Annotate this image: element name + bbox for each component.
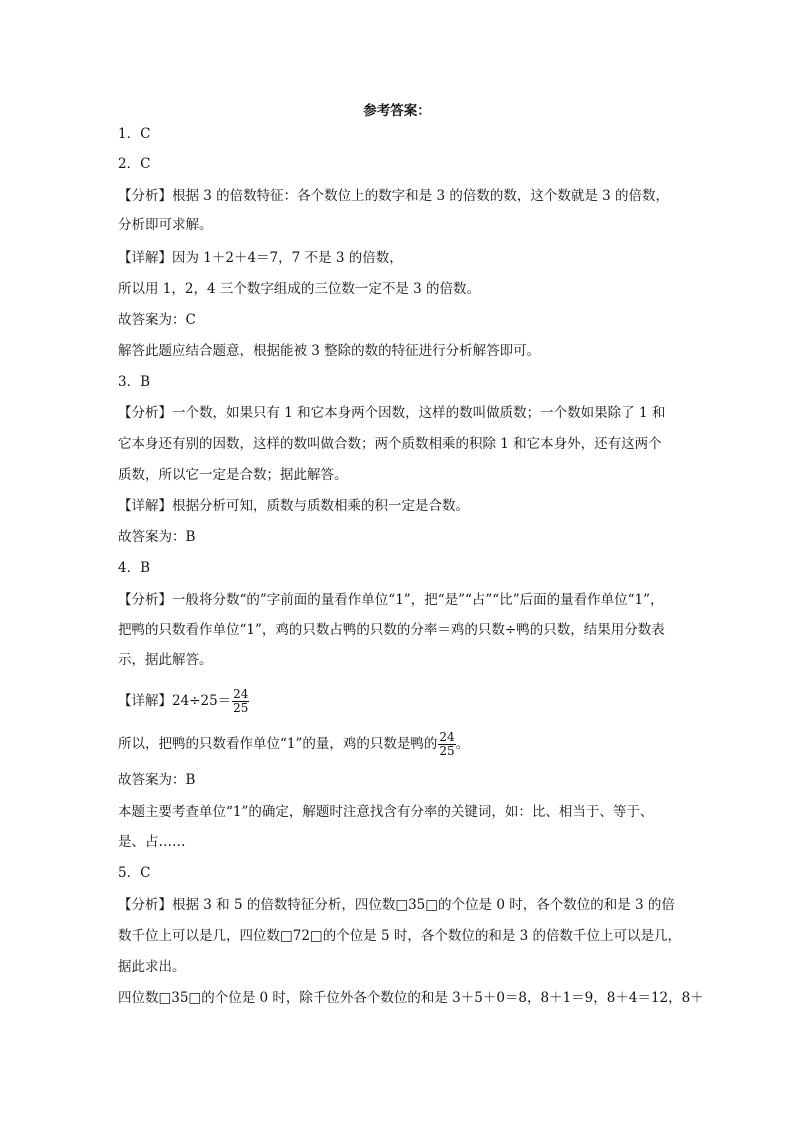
answer-2-note: 解答此题应结合题意，根据能被 3 整除的数的特征进行分析解答即可。 (118, 343, 541, 359)
fraction-24-25-inline (438, 731, 455, 758)
answer-4-result: 故答案为：B (118, 772, 196, 788)
answer-3-analysis-line-3: 质数，所以它一定是合数；据此解答。 (118, 467, 348, 483)
answer-4-analysis-line-3: 示，据此解答。 (118, 652, 213, 668)
answer-2-detail-line-1: 【详解】因为 1＋2＋4＝7，7 不是 3 的倍数， (118, 250, 403, 266)
answer-2-analysis-line-2: 分析即可求解。 (118, 217, 213, 233)
answer-5-analysis-line-3: 据此求出。 (118, 959, 186, 975)
answer-5-detail-line-1: 四位数□35□的个位是 0 时，除千位外各个数位的和是 3＋5＋0＝8，8＋1＝9，8＋4＝12，8＋ (118, 990, 704, 1006)
answer-3-result: 故答案为：B (118, 529, 196, 545)
answer-3: 3．B (118, 374, 151, 390)
fraction-numerator: 24 (439, 730, 455, 744)
answer-3-analysis-line-1: 【分析】一个数，如果只有 1 和它本身两个因数，这样的数叫做质数；一个数如果除了 1 和 (118, 405, 666, 421)
answer-2: 2．C (118, 156, 151, 172)
answer-4-so (118, 731, 469, 758)
fraction-24-25 (232, 688, 249, 715)
answer-4-analysis-line-2: 把鸭的只数看作单位“1”，鸡的只数占鸭的只数的分率＝鸡的只数÷鸭的只数，结果用分数表 (118, 622, 665, 638)
answer-4-so-text: 所以，把鸭的只数看作单位“1”的量，鸡的只数是鸭的 (118, 736, 438, 752)
answer-4-note-line-1: 本题主要考查单位“1”的确定，解题时注意找含有分率的关键词，如：比、相当于、等于、 (118, 804, 654, 820)
fraction-numerator: 24 (233, 687, 249, 701)
answer-5-analysis-line-2: 数千位上可以是几，四位数□72□的个位是 5 时，各个数位的和是 3 的倍数千位上可以是几， (118, 928, 682, 944)
answer-3-analysis-line-2: 它本身还有别的因数，这样的数叫做合数；两个质数相乘的积除 1 和它本身外，还有这两个 (118, 436, 662, 452)
answer-4: 4．B (118, 560, 151, 576)
answer-2-result: 故答案为：C (118, 312, 196, 328)
answer-5: 5．C (118, 865, 151, 881)
page-title: 参考答案： (363, 103, 431, 119)
answer-4-detail (118, 688, 249, 715)
fraction-denominator: 25 (233, 701, 249, 715)
answer-2-detail-line-2: 所以用 1，2，4 三个数字组成的三位数一定不是 3 的倍数。 (118, 281, 481, 297)
answer-3-detail: 【详解】根据分析可知，质数与质数相乘的积一定是合数。 (118, 498, 469, 514)
answer-4-detail-text: 【详解】24÷25＝ (118, 693, 232, 709)
fraction-denominator: 25 (439, 744, 455, 758)
answer-2-analysis-line-1: 【分析】根据 3 的倍数特征：各个数位上的数字和是 3 的倍数的数，这个数就是 3 的倍数， (118, 188, 670, 204)
answer-5-analysis-line-1: 【分析】根据 3 和 5 的倍数特征分析，四位数□35□的个位是 0 时，各个数位的和是 3 的倍 (118, 897, 675, 913)
answer-4-note-line-2: 是、占…… (118, 834, 186, 850)
answer-4-analysis-line-1: 【分析】一般将分数“的”字前面的量看作单位“1”，把“是”“占”“比”后面的量看作单位“1”， (118, 592, 664, 608)
answer-1: 1．C (118, 126, 151, 142)
answer-4-so-suffix: 。 (455, 736, 470, 752)
